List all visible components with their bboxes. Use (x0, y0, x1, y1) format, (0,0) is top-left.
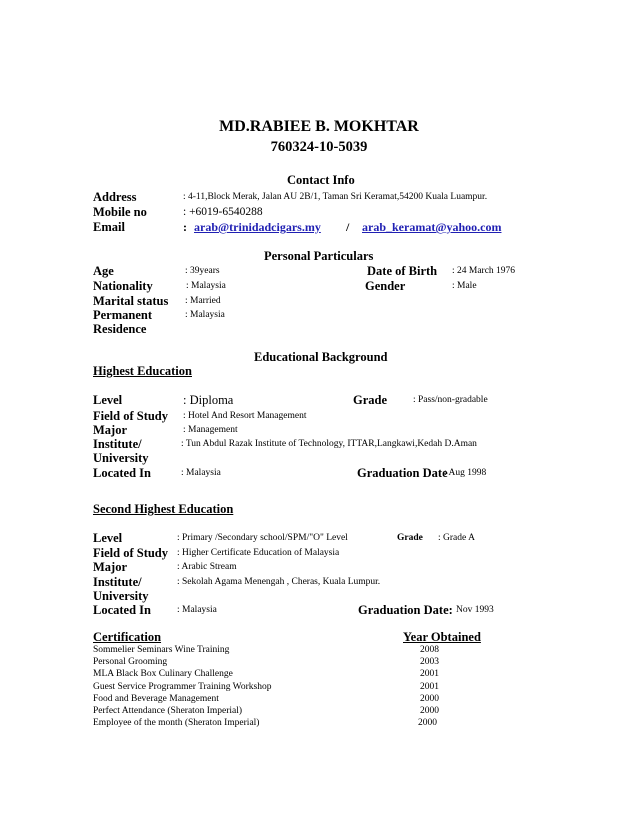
second-education-title: Second Highest Education (93, 502, 234, 516)
email-link-work[interactable]: arab@trinidadcigars.my (194, 220, 321, 234)
he-located-value: : Malaysia (181, 468, 221, 478)
resume-name: MD.RABIEE B. MOKHTAR (219, 118, 419, 135)
personal-heading: Personal Particulars (264, 249, 374, 263)
certification-name: Sommelier Seminars Wine Training (93, 645, 230, 655)
certification-year: 2003 (420, 657, 439, 668)
se-field-label: Field of Study (93, 546, 169, 560)
he-field-label: Field of Study (93, 409, 169, 423)
certification-name: Guest Service Programmer Training Workshop (93, 681, 272, 692)
permanent-label: Permanent (93, 308, 153, 322)
se-located-label: Located In (93, 603, 151, 617)
se-major-value: : Arabic Stream (177, 562, 237, 572)
he-institute-value: : Tun Abdul Razak Institute of Technology, ITTAR,Langkawi,Kedah D.Aman (181, 439, 477, 449)
se-level-label: Level (93, 531, 123, 545)
he-university-label: University (93, 451, 149, 465)
he-graduation-value: : Aug 1998 (444, 468, 487, 478)
address-value: : 4-11,Block Merak, Jalan AU 2B/1, Taman Sri Keramat,54200 Kuala Luampur. (183, 192, 488, 202)
email-link-personal[interactable]: arab_keramat@yahoo.com (362, 220, 502, 234)
certification-name: Personal Grooming (93, 657, 168, 668)
se-level-value: : Primary /Secondary school/SPM/"O" Level (177, 533, 348, 543)
certification-year: 2000 (418, 718, 437, 729)
marital-label: Marital status (93, 294, 169, 308)
gender-label: Gender (365, 279, 406, 293)
certification-heading: Certification (93, 630, 162, 644)
age-label: Age (93, 264, 114, 278)
he-graduation-label: Graduation Date (357, 466, 448, 480)
se-field-value: : Higher Certificate Education of Malaysia (177, 548, 340, 558)
marital-value: : Married (185, 296, 221, 306)
education-heading: Educational Background (254, 350, 388, 364)
address-label: Address (93, 190, 137, 204)
mobile-value: : +6019-6540288 (183, 206, 263, 218)
certification-name: Employee of the month (Sheraton Imperial) (93, 718, 260, 729)
he-institute-label: Institute/ (93, 437, 142, 451)
certification-year: 2001 (420, 669, 439, 680)
nationality-label: Nationality (93, 279, 153, 293)
se-major-label: Major (93, 560, 128, 574)
email-label: Email (93, 220, 125, 234)
he-major-value: : Management (183, 425, 238, 435)
email-separator: / (346, 220, 350, 234)
highest-education-title: Highest Education (93, 364, 192, 378)
se-grade-label: Grade (397, 533, 423, 543)
se-graduation-label: Graduation Date: (358, 603, 453, 617)
he-major-label: Major (93, 423, 128, 437)
mobile-label: Mobile no (93, 205, 147, 219)
email-colon: : (183, 220, 187, 234)
id-number: 760324-10-5039 (270, 139, 368, 155)
dob-label: Date of Birth (367, 264, 438, 278)
he-grade-value: : Pass/non-gradable (413, 395, 488, 405)
age-value: : 39years (185, 266, 220, 276)
he-level-label: Level (93, 393, 123, 407)
se-university-label: University (93, 589, 149, 603)
certification-name: Food and Beverage Management (93, 693, 219, 704)
contact-heading: Contact Info (287, 173, 355, 187)
se-institute-label: Institute/ (93, 575, 142, 589)
he-field-value: : Hotel And Resort Management (183, 411, 307, 421)
nationality-value: : Malaysia (186, 281, 226, 291)
certification-year: 2008 (420, 645, 439, 655)
se-institute-value: : Sekolah Agama Menengah , Cheras, Kuala Lumpur. (177, 577, 381, 587)
certification-name: Perfect Attendance (Sheraton Imperial) (93, 706, 243, 716)
residence-label: Residence (93, 322, 147, 336)
he-grade-label: Grade (353, 393, 388, 407)
certification-year: 2000 (420, 706, 439, 716)
certification-year: 2001 (420, 681, 439, 692)
permanent-value: : Malaysia (185, 310, 225, 320)
certification-name: MLA Black Box Culinary Challenge (93, 669, 233, 680)
he-level-value: : Diploma (183, 393, 234, 407)
year-obtained-heading: Year Obtained (403, 630, 481, 644)
se-grade-value: : Grade A (438, 533, 475, 543)
dob-value: : 24 March 1976 (452, 266, 516, 276)
certification-year: 2000 (420, 693, 439, 704)
gender-value: : Male (452, 281, 477, 291)
se-located-value: : Malaysia (177, 605, 217, 615)
he-located-label: Located In (93, 466, 151, 480)
se-graduation-value: Nov 1993 (456, 605, 494, 615)
